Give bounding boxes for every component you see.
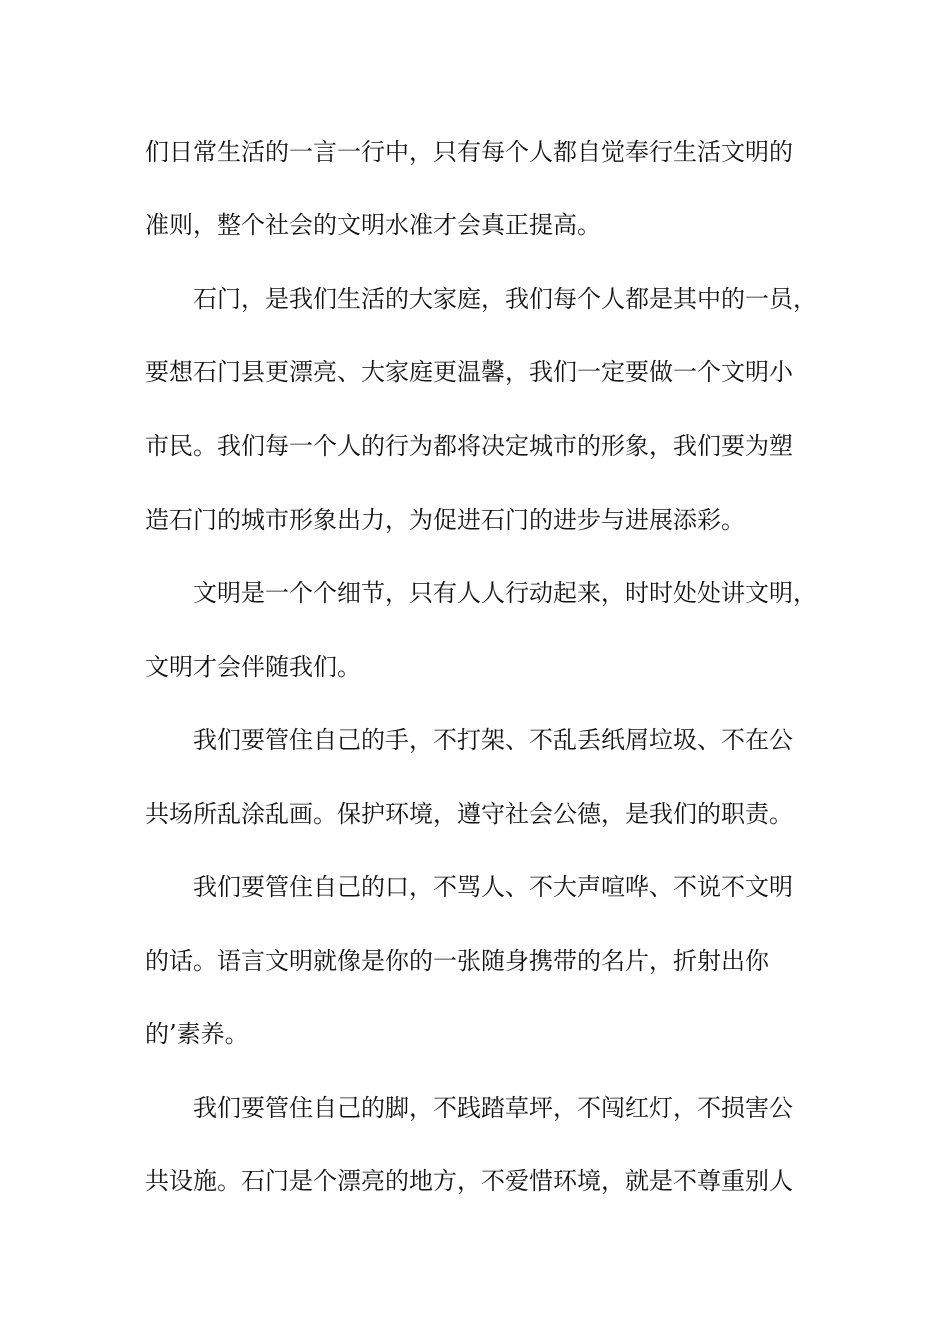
text-line: 共场所乱涂乱画。保护环境，遵守社会公德，是我们的职责。 (145, 800, 793, 828)
text-line: 造石门的城市形象出力，为促进石门的进步与进展添彩。 (145, 506, 745, 534)
paragraph-first-line: 我们要管住自己的脚，不践踏草坪，不闯红灯，不损害公 (193, 1094, 793, 1122)
text-line: 要想石门县更漂亮、大家庭更温馨，我们一定要做一个文明小 (145, 358, 793, 386)
paragraph-first-line: 石门，是我们生活的大家庭，我们每个人都是其中的一员， (193, 285, 817, 313)
text-line: 共设施。石门是个漂亮的地方，不爱惜环境，就是不尊重别人 (145, 1167, 793, 1195)
paragraph-first-line: 我们要管住自己的口，不骂人、不大声喧哗、不说不文明 (193, 873, 793, 901)
text-line: 们日常生活的一言一行中，只有每个人都自觉奉行生活文明的 (145, 138, 793, 166)
text-line: 文明才会伴随我们。 (145, 653, 361, 681)
text-line: 准则，整个社会的文明水准才会真正提高。 (145, 211, 601, 239)
text-line: 的’素养。 (145, 1020, 249, 1048)
paragraph-first-line: 我们要管住自己的手，不打架、不乱丢纸屑垃圾、不在公 (193, 726, 793, 754)
text-line: 的话。语言文明就像是你的一张随身携带的名片，折射出你 (145, 947, 769, 975)
paragraph-first-line: 文明是一个个细节，只有人人行动起来，时时处处讲文明， (193, 579, 817, 607)
text-line: 市民。我们每一个人的行为都将决定城市的形象，我们要为塑 (145, 432, 793, 460)
